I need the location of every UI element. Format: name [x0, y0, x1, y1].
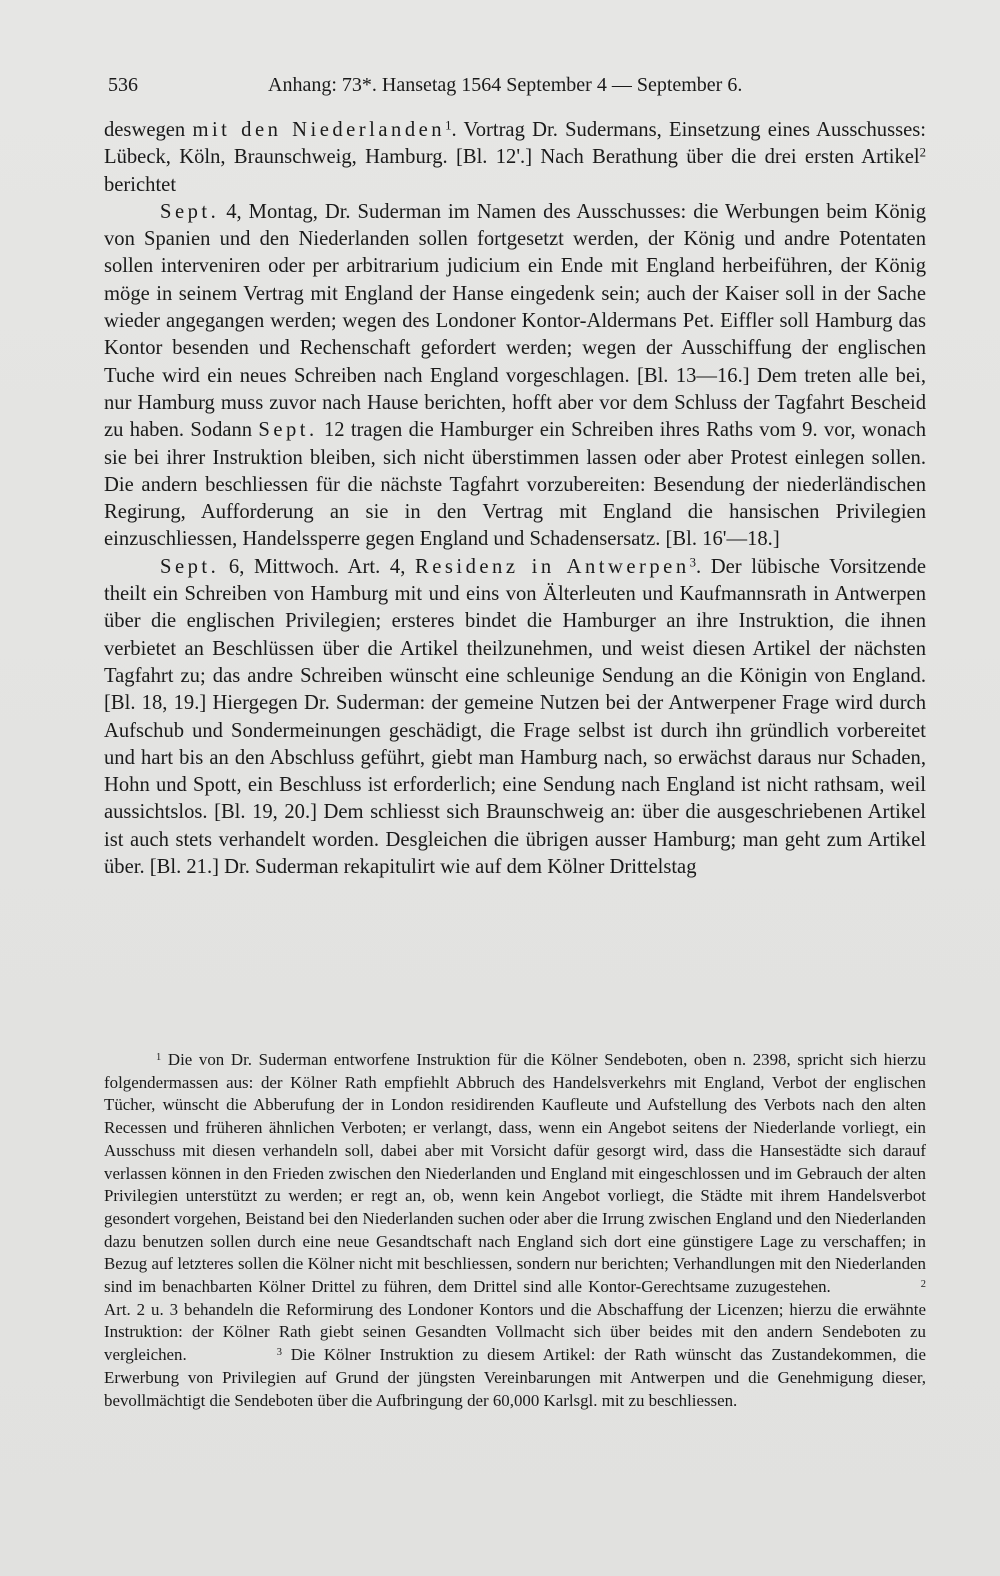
paragraph-1 [104, 117, 926, 199]
footnote-marker: 1 [156, 1051, 162, 1063]
text-run: deswegen [104, 119, 193, 141]
text-run: 4, Montag, Dr. Suderman im Namen des Ausschusses: die Werbungen beim König von Spanien und den Niederlanden sollen fortgesetzt werden, der König und andre Potentaten sollen interveniren oder per arbitrarium judicium ein Ende mit England herbeiführen, der König möge in seinem Vertrag mit England der Hanse eingedenk sein; auch der Kaiser soll in der Sache wieder angegangen werden; wegen des Londoner Kontor-Aldermans Pet. Eiffler soll Hamburg das Kontor besenden und Rechenschaft gefordert werden; wegen der Ausschiffung der englischen Tuche wird ein neues Schreiben nach England vorgeschlagen. [Bl. 13—16.] Dem treten alle bei, nur Hamburg muss zuvor nach Hause berichten, hofft aber vor dem Schluss der Tagfahrt Bescheid zu haben. Sodann [104, 200, 926, 442]
footnote-ref: 3 [689, 555, 697, 570]
text-run: berichtet [104, 173, 177, 196]
footnote-ref: 1 [445, 118, 452, 133]
footnote-1 [104, 1049, 926, 1412]
text-run: 6, Mittwoch. Art. 4, [219, 555, 415, 578]
footnote-marker: 3 [276, 1346, 282, 1358]
footnote-marker: 2 [920, 1278, 926, 1290]
footnotes [104, 1049, 926, 1412]
running-title: Anhang: 73*. Hansetag 1564 September 4 — September 6. [268, 74, 743, 96]
footnote-ref: 2 [919, 145, 926, 160]
footnote-text: Die Kölner Instruktion zu diesem Artikel: der Rath wünscht das Zustandekommen, die Erwerbung von Privilegien auf Grund der jüngsten Vereinbarungen mit Antwerpen und die Genehmigung dieser, bevollmächtigt die Sendeboten über die Aufbringung der 60,000 Karlsgl. mit zu beschliessen. [104, 1345, 926, 1410]
footnote-text: Die von Dr. Suderman entworfene Instruktion für die Kölner Sendeboten, oben n. 2398, spricht sich hierzu folgendermassen aus: der Kölner Rath empfiehlt Abbruch des Handelsverkehrs mit England, Verbot der englischen Tücher, wünscht die Abberufung der in London residirenden Kaufleute und Aufstellung des Verbots nach den alten Recessen und früheren ähnlichen Verboten; er verlangt, dass, wenn ein Angebot seitens der Niederlande vorliegt, ein Ausschuss mit diesen verhandeln soll, dabei aber mit Vorsicht dafür gesorgt wird, dass die Hansestädte sich darauf verlassen können in den Frieden zwischen den Niederlanden und England mit eingeschlossen und im Gebrauch der alten Privilegien unterstützt zu werden; er regt an, ob, wenn kein Angebot vorliegt, die Städte mit ihrem Handelsverbot gesondert vorgehen, Beistand bei den Niederlanden suchen oder aber die Irrung zwischen England und den Niederlanden dazu benutzen sollen durch eine neue Gesandtschaft nach England sich dort eine günstigere Lage zu verschaffen; in Bezug auf letzteres sollen die Kölner nicht mit beschliessen, sondern nur berichten; Verhandlungen mit den Niederlanden sind im benachbarten Kölner Drittel zu führen, dem Drittel sind alle Kontor-Gerechtsame zuzugestehen. [104, 1050, 926, 1297]
main-text [104, 117, 926, 881]
paragraph-3 [104, 554, 926, 882]
text-run: . Vortrag Dr. Sudermans, Einsetzung eines Ausschusses: Lübeck, Köln, Braunschweig, Hamburg. [Bl. 12'.] Nach Berathung über die drei ersten Artikel [104, 119, 926, 169]
paragraph-2 [104, 199, 926, 554]
page-number: 536 [108, 74, 138, 96]
spaced-text: mit den Niederlanden [192, 119, 446, 141]
page-header [108, 70, 928, 100]
text-run: 12 tragen die Hamburger ein Schreiben ihres Raths vom 9. vor, wonach sie bei ihrer Instruktion bleiben, sich nicht überstimmen lassen oder aber Protest einlegen sollen. Die andern beschliessen für die nächste Tagfahrt vorzubereiten: Besendung der niederländischen Regirung, Aufforderung an sie in den Vertrag mit England die hansischen Privilegien einzuschliessen, Handelssperre gegen England und Schadensersatz. [Bl. 16'—18.] [104, 419, 926, 551]
spaced-text: Sept. [258, 419, 318, 442]
spaced-text: Residenz in Antwerpen [414, 555, 690, 578]
spaced-text: Sept. [160, 555, 220, 578]
text-run: . Der lübische Vorsitzende theilt ein Schreiben von Hamburg mit und eins von Älterleuten und Kaufmannsrath in Antwerpen über die englischen Privilegien; ersteres bindet die Hamburger an ihre Instruktion, die ihnen verbietet an Beschlüssen über die Artikel theilzunehmen, und weist diesen Artikel der nächsten Tagfahrt zu; das andre Schreiben wünscht eine schleunige Sendung an die Königin von England. [Bl. 18, 19.] Hiergegen Dr. Suderman: der gemeine Nutzen bei der Antwerpener Frage wird durch Aufschub und Sondermeinungen geschädigt, die Frage selbst ist durch ihn gründlich vorbereitet und hart bis an den Abschluss geführt, giebt man Hamburg nach, so erwächst daraus nur Schaden, Hohn und Spott, ein Beschluss ist erforderlich; eine Sendung nach England ist nicht rathsam, weil aussichtslos. [Bl. 19, 20.] Dem schliesst sich Braunschweig an: über die ausgeschriebenen Artikel ist auch stets verhandelt worden. Desgleichen die übrigen ausser Hamburg; man geht zum Artikel über. [Bl. 21.] Dr. Suderman rekapitulirt wie auf dem Kölner Drittelstag [104, 555, 926, 879]
footnote-text: Art. 2 u. 3 behandeln die Reformirung des Londoner Kontors und die Abschaffung der Licenzen; hierzu die erwähnte Instruktion: der Kölner Rath giebt seinen Gesandten Vollmacht sich über beides mit den andern Sendeboten zu vergleichen. [104, 1299, 926, 1365]
spaced-text: Sept. [160, 200, 220, 223]
